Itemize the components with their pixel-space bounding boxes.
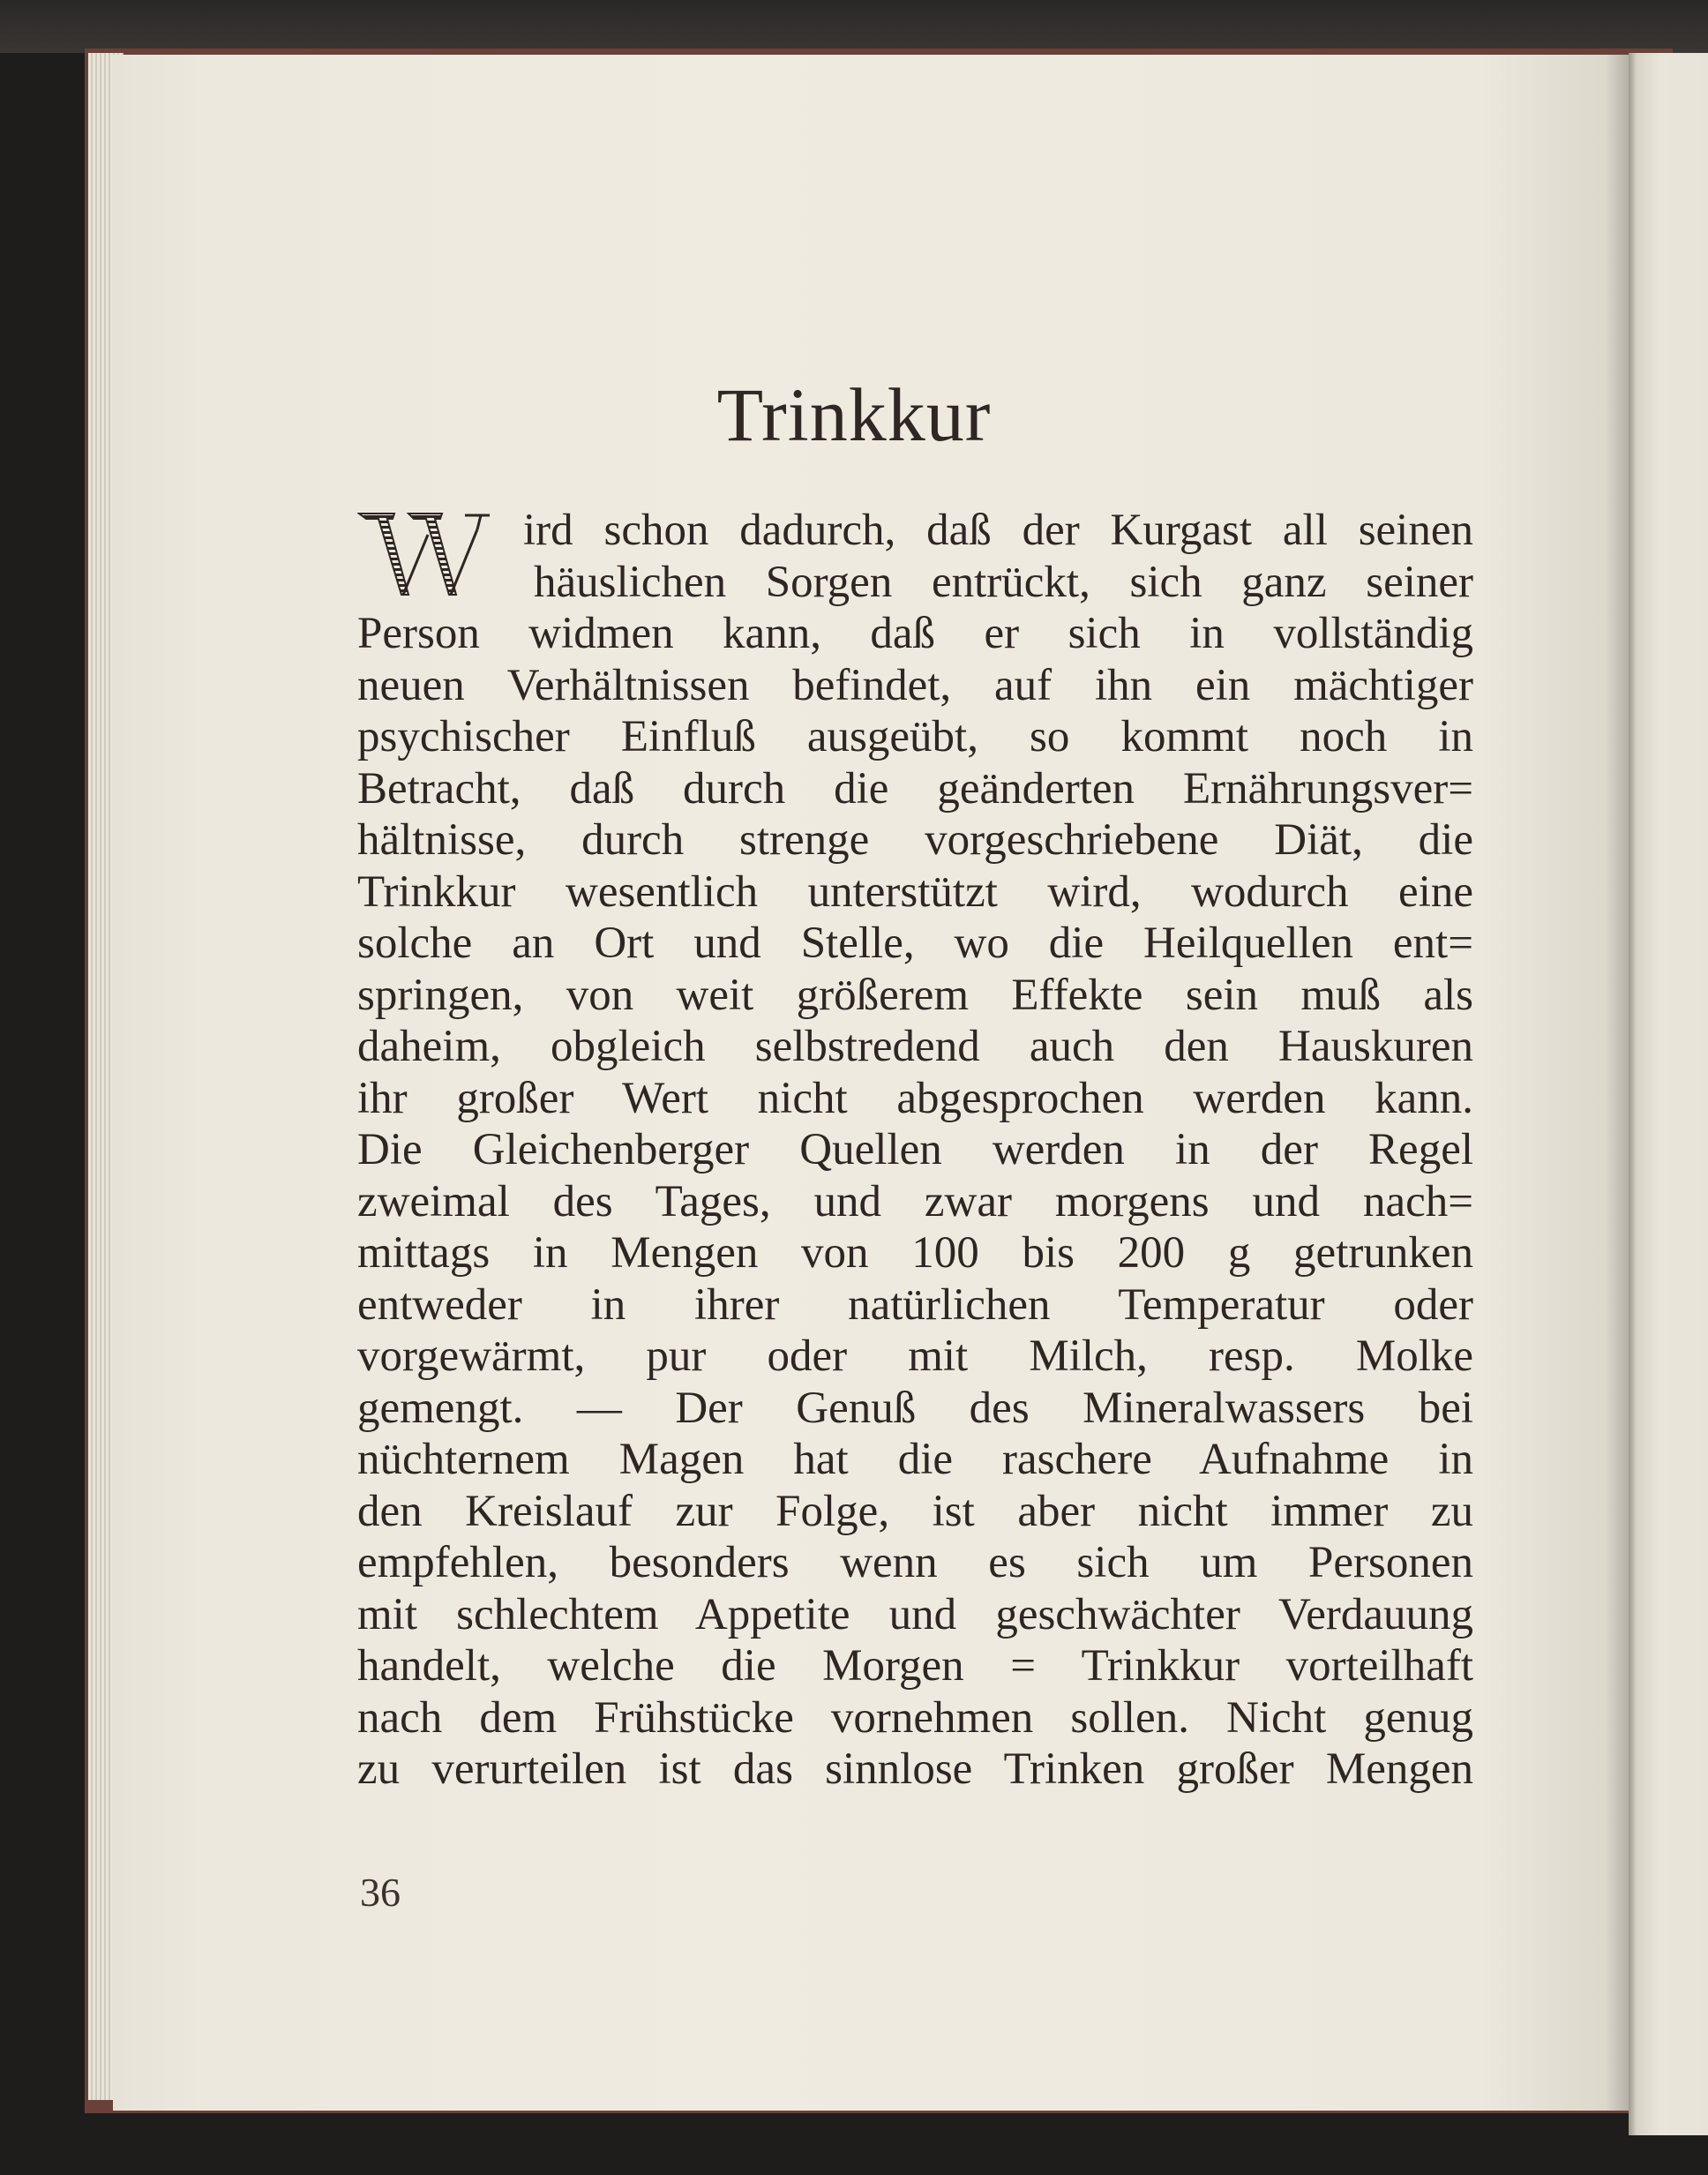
text-line: nach dem Frühstücke vornehmen sollen. Nicht genug xyxy=(357,1692,1473,1743)
text-line: Person widmen kann, daß er sich in vollständig xyxy=(357,609,1473,658)
text-line: springen, von weit größerem Effekte sein muß als xyxy=(357,970,1473,1020)
text-line: neuen Verhältnissen befindet, auf ihn ein mächtiger xyxy=(357,660,1473,710)
text-line: ird schon dadurch, daß der Kurgast all seinen xyxy=(523,506,1473,555)
text-line: mittags in Mengen von 100 bis 200 g getrunken xyxy=(357,1228,1473,1278)
svg-text:W: W xyxy=(357,510,359,511)
text-line: psychischer Einfluß ausgeübt, so kommt noch in xyxy=(357,712,1473,761)
text-line: Trinkkur wesentlich unterstützt wird, wodurch eine xyxy=(357,866,1473,917)
text-line: zweimal des Tages, und zwar morgens und nach= xyxy=(357,1176,1473,1226)
chapter-title: Trinkkur xyxy=(716,372,992,457)
text-line: Die Gleichenberger Quellen werden in der Regel xyxy=(357,1125,1473,1174)
text-line: entweder in ihrer natürlichen Temperatur oder xyxy=(357,1279,1473,1330)
text-line: nüchternem Magen hat die raschere Aufnahme in xyxy=(357,1435,1473,1484)
page-number: 36 xyxy=(360,1870,401,1915)
text-line: Betracht, daß durch die geänderten Ernährungsver= xyxy=(357,763,1473,814)
facing-page-edge xyxy=(1629,53,1708,2135)
text-line: den Kreislauf zur Folge, ist aber nicht immer zu xyxy=(357,1486,1473,1536)
text-line: häuslichen Sorgen entrückt, sich ganz seiner xyxy=(534,557,1473,607)
text-line: zu verurteilen ist das sinnlose Trinken großer Mengen xyxy=(357,1744,1473,1794)
text-line: handelt, welche die Morgen = Trinkkur vorteilhaft xyxy=(357,1641,1473,1691)
text-line: mit schlechtem Appetite und geschwächter Verdauung xyxy=(357,1589,1473,1639)
text-line: gemengt. — Der Genuß des Mineralwassers bei xyxy=(357,1383,1473,1433)
text-line: daheim, obgleich selbstredend auch den Hauskuren xyxy=(357,1022,1473,1071)
text-line: vorgewärmt, pur oder mit Milch, resp. Molke xyxy=(357,1331,1473,1381)
scan-background xyxy=(0,0,1708,53)
body-text xyxy=(357,505,1473,1796)
text-line: hältnisse, durch strenge vorgeschriebene Diät, die xyxy=(357,815,1473,865)
text-line: ihr großer Wert nicht abgesprochen werden kann. xyxy=(357,1073,1473,1123)
text-line: empfehlen, besonders wenn es sich um Personen xyxy=(357,1538,1473,1587)
text-line: solche an Ort und Stelle, wo die Heilquellen ent= xyxy=(357,919,1473,968)
